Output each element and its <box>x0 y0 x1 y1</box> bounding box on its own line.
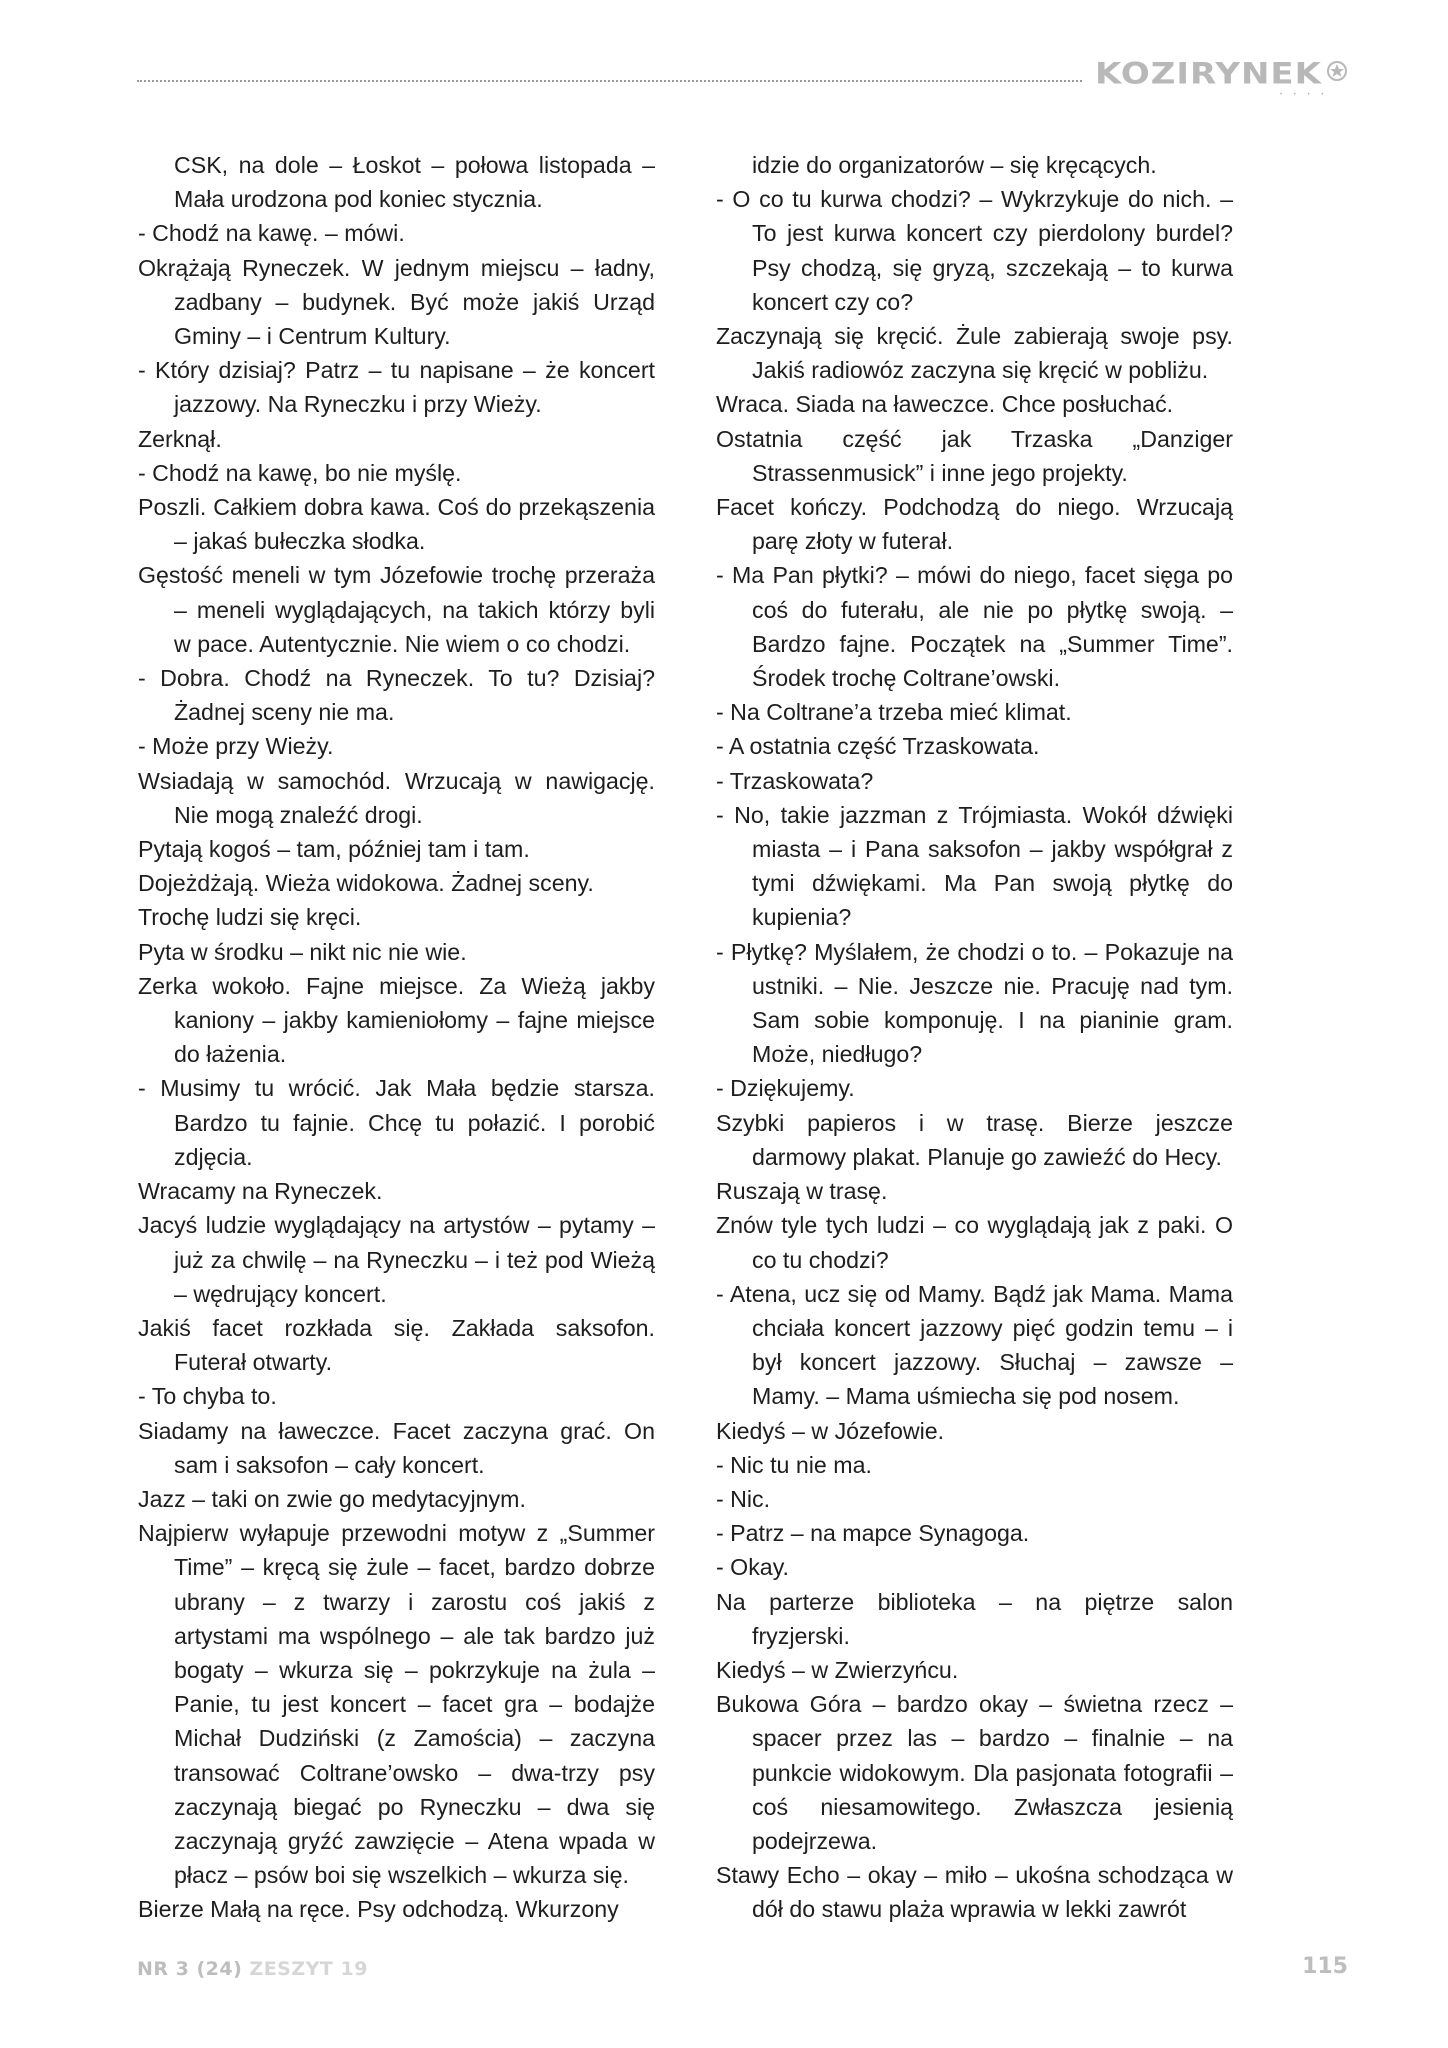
paragraph: Szybki papieros i w trasę. Bierze jeszcze darmowy plakat. Planuje go zawieźć do Hecy. <box>716 1109 1233 1170</box>
paragraph: Siadamy na ławeczce. Facet zaczyna grać. On sam i saksofon – cały koncert. <box>138 1417 655 1478</box>
paragraph: - No, takie jazzman z Trójmiasta. Wokół dźwięki miasta – i Pana saksofon – jakby współgrał z tymi dźwiękami. Ma Pan swoją płytkę do kupienia? <box>716 801 1233 931</box>
page-number: 115 <box>1302 1954 1348 1979</box>
paragraph: Na parterze biblioteka – na piętrze salon fryzjerski. <box>716 1588 1233 1649</box>
paragraph: Zerka wokoło. Fajne miejsce. Za Wieżą jakby kaniony – jakby kamieniołomy – fajne miejsce do łażenia. <box>138 972 655 1068</box>
paragraph: - To chyba to. <box>138 1383 277 1410</box>
paragraph: - Musimy tu wrócić. Jak Mała będzie starsza. Bardzo tu fajnie. Chcę tu połazić. I porobić zdjęcia. <box>138 1075 655 1170</box>
paragraph: Gęstość meneli w tym Józefowie trochę przeraża – meneli wyglądających, na takich którzy byli w pace. Autentycznie. Nie wiem o co chodzi. <box>138 562 655 657</box>
right-text-column <box>716 148 1233 1927</box>
paragraph: Pytają kogoś – tam, później tam i tam. <box>138 836 530 863</box>
paragraph: - O co tu kurwa chodzi? – Wykrzykuje do nich. – To jest kurwa koncert czy pierdolony burdel? Psy chodzą, się gryzą, szczekają – to kurwa koncert czy co? <box>716 186 1233 315</box>
paragraph: Poszli. Całkiem dobra kawa. Coś do przekąszenia – jakaś bułeczka słodka. <box>138 494 655 555</box>
paragraph: Dojeżdżają. Wieża widokowa. Żadnej sceny. <box>138 870 594 897</box>
paragraph: Zerknął. <box>138 425 222 452</box>
paragraph: Zaczynają się kręcić. Żule zabierają swoje psy. Jakiś radiowóz zaczyna się kręcić w pobliżu. <box>716 323 1233 384</box>
paragraph: Kiedyś – w Zwierzyńcu. <box>716 1656 959 1683</box>
paragraph: Kiedyś – w Józefowie. <box>716 1417 945 1444</box>
paragraph: Ruszają w trasę. <box>716 1178 888 1205</box>
paragraph: CSK, na dole – Łoskot – połowa listopada – Mała urodzona pod koniec stycznia. <box>174 152 655 213</box>
notebook-number: ZESZYT 19 <box>249 1958 368 1980</box>
footer-issue-info <box>137 1958 368 1980</box>
paragraph: Wracamy na Ryneczek. <box>138 1178 383 1205</box>
paragraph: - Na Coltrane’a trzeba mieć klimat. <box>716 699 1072 726</box>
paragraph: - Nic tu nie ma. <box>716 1451 872 1478</box>
paragraph: Najpierw wyłapuje przewodni motyw z „Summer Time” – kręcą się żule – facet, bardzo dobrze ubrany – z twarzy i zarostu coś jakiś z artystami ma wspólnego – ale tak bardzo już bogaty – wkurza się – pokrzykuje na żula – Panie, tu jest koncert – facet gra – bodajże Michał Dudziński (z Zamościa) – zaczyna transować Coltrane’owsko – dwa-trzy psy zaczynają biegać po Ryneczku – dwa się zaczynają gryźć zawzięcie – Atena wpada w płacz – psów boi się wszelkich – wkurza się. <box>138 1520 655 1889</box>
paragraph: Wraca. Siada na ławeczce. Chce posłuchać. <box>716 391 1174 418</box>
header-dotted-rule <box>137 80 1082 82</box>
paragraph: Trochę ludzi się kręci. <box>138 904 362 931</box>
paragraph: - Który dzisiaj? Patrz – tu napisane – że koncert jazzowy. Na Ryneczku i przy Wieży. <box>138 357 655 418</box>
paragraph: - Ma Pan płytki? – mówi do niego, facet sięga po coś do futerału, ale nie po płytkę swoją. – Bardzo fajne. Początek na „Summer Time”. Środek trochę Coltrane’owski. <box>716 562 1233 692</box>
paragraph: - Może przy Wieży. <box>138 733 334 760</box>
paragraph: Ostatnia część jak Trzaska „Danziger Strassenmusick” i inne jego projekty. <box>716 425 1233 486</box>
paragraph: Jacyś ludzie wyglądający na artystów – pytamy – już za chwilę – na Ryneczku – i też pod Wieżą – wędrujący koncert. <box>138 1212 655 1307</box>
paragraph: Pyta w środku – nikt nic nie wie. <box>138 938 467 965</box>
paragraph: - Chodź na kawę. – mówi. <box>138 220 405 247</box>
paragraph: - Chodź na kawę, bo nie myślę. <box>138 459 462 486</box>
paragraph: - Dobra. Chodź na Ryneczek. To tu? Dzisiaj? Żadnej sceny nie ma. <box>138 665 655 726</box>
brand-name: KOZIRYNEK <box>1095 57 1322 91</box>
paragraph: - Patrz – na mapce Synagoga. <box>716 1520 1030 1547</box>
paragraph: Stawy Echo – okay – miło – ukośna schodząca w dół do stawu plaża wprawia w lekki zawrót <box>716 1862 1233 1923</box>
paragraph: - Nic. <box>716 1485 771 1512</box>
paragraph: - Dziękujemy. <box>716 1075 855 1102</box>
brand-star-icon <box>1326 60 1348 82</box>
paragraph: Bukowa Góra – bardzo okay – świetna rzecz – spacer przez las – bardzo – finalnie – na punkcie widokowym. Dla pasjonata fotografii – coś niesamowitego. Zwłaszcza jesienią podejrzewa. <box>716 1691 1233 1854</box>
issue-number: NR 3 (24) <box>137 1958 243 1980</box>
paragraph: - Trzaskowata? <box>716 767 874 794</box>
paragraph: Znów tyle tych ludzi – co wyglądają jak z paki. O co tu chodzi? <box>716 1212 1233 1273</box>
paragraph: - Okay. <box>716 1554 790 1581</box>
magazine-brand <box>1095 52 1348 96</box>
paragraph: idzie do organizatorów – się kręcących. <box>752 152 1157 178</box>
paragraph: - A ostatnia część Trzaskowata. <box>716 733 1040 760</box>
paragraph: Bierze Małą na ręce. Psy odchodzą. Wkurzony <box>138 1896 619 1923</box>
paragraph: Okrążają Ryneczek. W jednym miejscu – ładny, zadbany – budynek. Być może jakiś Urząd Gminy – i Centrum Kultury. <box>138 254 655 350</box>
paragraph: Jakiś facet rozkłada się. Zakłada saksofon. Futerał otwarty. <box>138 1314 655 1376</box>
paragraph: - Płytkę? Myślałem, że chodzi o to. – Pokazuje na ustniki. – Nie. Jeszcze nie. Pracuję nad tym. Sam sobie komponuję. I na pianinie gram. Może, niedługo? <box>716 938 1233 1068</box>
paragraph: Wsiadają w samochód. Wrzucają w nawigację. Nie mogą znaleźć drogi. <box>138 767 655 828</box>
paragraph: - Atena, ucz się od Mamy. Bądź jak Mama. Mama chciała koncert jazzowy pięć godzin temu – i był koncert jazzowy. Słuchaj – zawsze – Mamy. – Mama uśmiecha się pod nosem. <box>716 1280 1233 1410</box>
brand-subtitle: • • • • <box>1280 92 1329 98</box>
paragraph: Jazz – taki on zwie go medytacyjnym. <box>138 1485 526 1512</box>
paragraph: Facet kończy. Podchodzą do niego. Wrzucają parę złoty w futerał. <box>716 494 1233 555</box>
left-text-column <box>138 148 655 1927</box>
